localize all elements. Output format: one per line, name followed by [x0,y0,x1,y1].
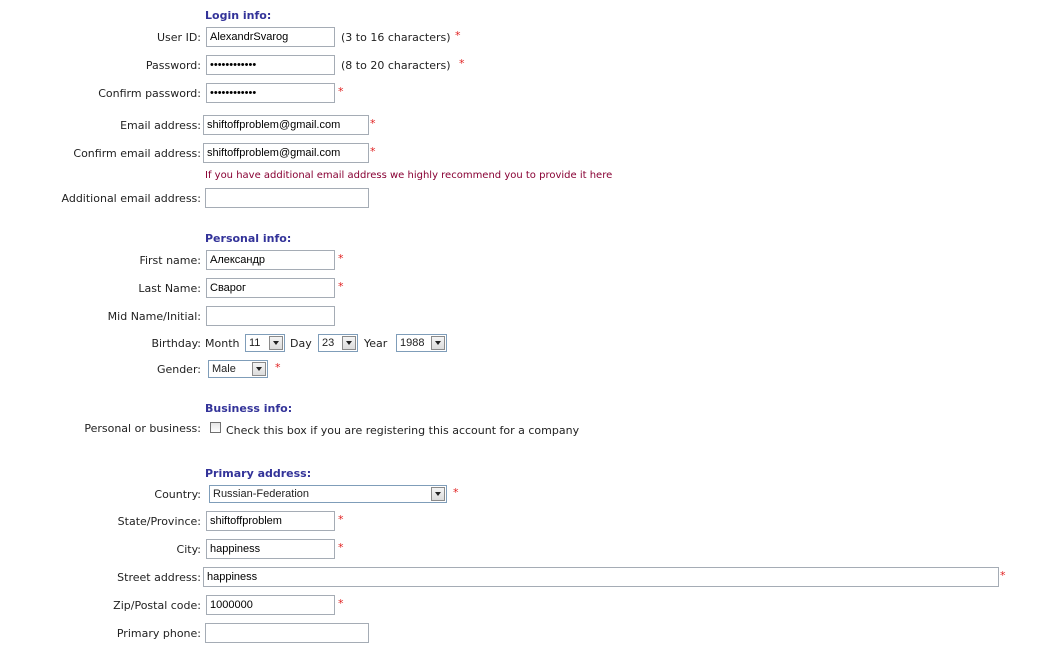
country-required-mark: * [453,486,459,499]
city-input[interactable] [206,539,335,559]
country-label: Country: [154,488,201,501]
confirm-password-required-mark: * [338,85,344,98]
country-value: Russian-Federation [213,488,309,500]
zip-input[interactable] [206,595,335,615]
password-required-mark: * [459,57,465,70]
additional-email-input[interactable] [205,188,369,208]
last-name-input[interactable] [206,278,335,298]
country-select[interactable] [209,485,447,503]
last-name-required-mark: * [338,280,344,293]
company-checkbox-label: Check this box if you are registering this account for a company [226,424,580,437]
business-info-heading: Business info: [205,402,293,415]
first-name-required-mark: * [338,252,344,265]
day-label: Day [290,337,312,350]
day-select[interactable] [318,334,358,352]
confirm-password-label: Confirm password: [98,87,201,100]
password-label: Password: [145,59,201,72]
confirm-password-input[interactable] [206,83,335,103]
month-select[interactable] [245,334,285,352]
personal-or-business-label: Personal or business: [84,422,201,435]
gender-value: Male [212,363,236,375]
password-hint: (8 to 20 characters) [341,59,451,72]
password-input[interactable] [206,55,335,75]
additional-email-label: Additional email address: [61,192,201,205]
day-value: 23 [322,337,335,349]
chevron-down-icon[interactable] [342,336,356,350]
street-input[interactable] [203,567,999,587]
chevron-down-icon[interactable] [252,362,266,376]
zip-required-mark: * [338,597,344,610]
birthday-label: Birthday: [151,337,201,350]
confirm-email-input[interactable] [203,143,369,163]
gender-required-mark: * [275,361,281,374]
state-label: State/Province: [117,515,201,528]
street-required-mark: * [1000,569,1006,582]
state-input[interactable] [206,511,335,531]
login-info-heading: Login info: [205,9,272,22]
state-required-mark: * [338,513,344,526]
city-required-mark: * [338,541,344,554]
year-label: Year [364,337,388,350]
company-checkbox[interactable] [210,422,221,433]
additional-email-note: If you have additional email address we highly recommend you to provide it here [205,170,613,181]
primary-phone-input[interactable] [205,623,369,643]
first-name-label: First name: [139,254,201,267]
gender-select[interactable] [208,360,268,378]
year-select[interactable] [396,334,447,352]
zip-label: Zip/Postal code: [113,599,201,612]
primary-address-heading: Primary address: [205,467,312,480]
mid-name-input[interactable] [206,306,335,326]
confirm-email-label: Confirm email address: [73,147,201,160]
user-id-input[interactable] [206,27,335,47]
mid-name-label: Mid Name/Initial: [107,310,201,323]
month-value: 11 [249,337,261,349]
gender-label: Gender: [156,363,201,376]
primary-phone-label: Primary phone: [116,627,201,640]
chevron-down-icon[interactable] [431,487,445,501]
confirm-email-required-mark: * [370,145,376,158]
chevron-down-icon[interactable] [431,336,445,350]
first-name-input[interactable] [206,250,335,270]
chevron-down-icon[interactable] [269,336,283,350]
email-label: Email address: [120,119,201,132]
personal-info-heading: Personal info: [205,232,292,245]
month-label: Month [205,337,240,350]
email-required-mark: * [370,117,376,130]
user-id-hint: (3 to 16 characters) [341,31,451,44]
last-name-label: Last Name: [138,282,201,295]
user-id-label: User ID: [157,31,201,44]
year-value: 1988 [400,337,425,349]
email-input[interactable] [203,115,369,135]
city-label: City: [176,543,201,556]
street-label: Street address: [117,571,201,584]
user-id-required-mark: * [455,29,461,42]
